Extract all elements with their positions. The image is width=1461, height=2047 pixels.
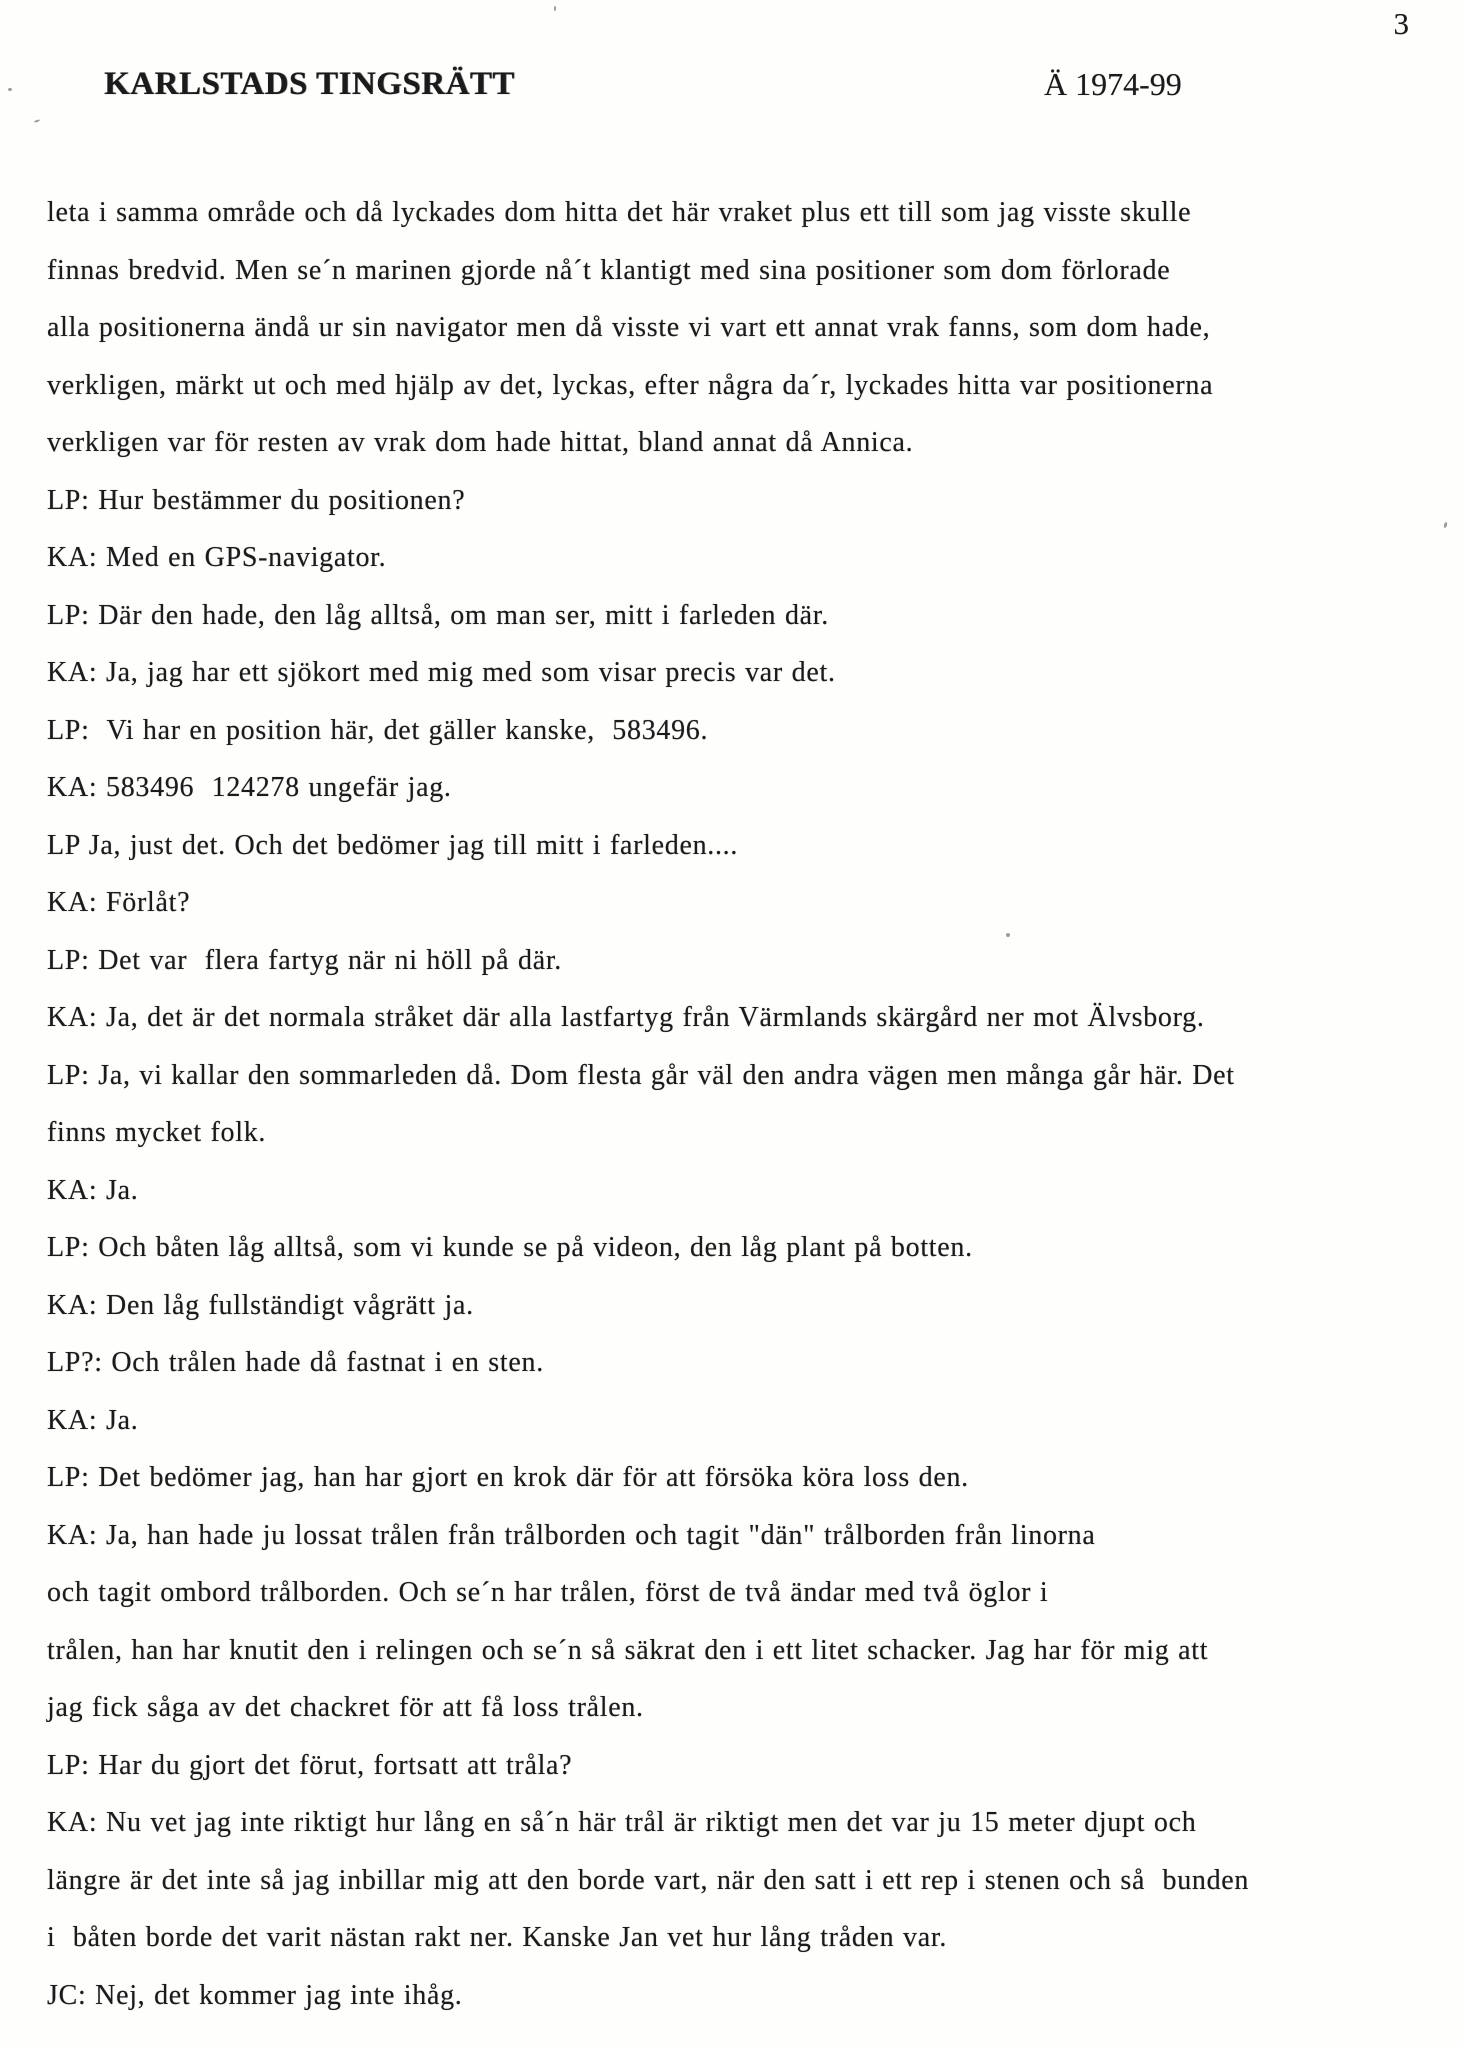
transcript-line: LP: Det var flera fartyg när ni höll på där.	[47, 944, 562, 976]
scan-artifact	[1006, 933, 1010, 937]
transcript-line: LP: Ja, vi kallar den sommarleden då. Dom flesta går väl den andra vägen men många går här. Det	[47, 1059, 1235, 1091]
transcript-line: och tagit ombord trålborden. Och se´n har trålen, först de två ändar med två öglor i	[47, 1577, 1049, 1608]
transcript-line: KA: Ja, det är det normala stråket där alla lastfartyg från Värmlands skärgård ner mot Älvsborg.	[47, 1002, 1205, 1033]
transcript-line: leta i samma område och då lyckades dom hitta det här vraket plus ett till som jag visste skulle	[47, 197, 1192, 228]
transcript-line: JC: Nej, det kommer jag inte ihåg.	[47, 1979, 463, 2011]
transcript-line: LP: Har du gjort det förut, fortsatt att tråla?	[47, 1749, 573, 1781]
transcript-line: trålen, han har knutit den i relingen och se´n så säkrat den i ett litet schacker. Jag har för mig att	[47, 1634, 1209, 1666]
transcript-line: KA: Ja, jag har ett sjökort med mig med som visar precis var det.	[47, 657, 836, 688]
court-name: KARLSTADS TINGSRÄTT	[104, 66, 515, 102]
page-number: 3	[1393, 6, 1409, 41]
transcript-line: KA: Den låg fullständigt vågrätt ja.	[47, 1289, 474, 1321]
transcript-line: längre är det inte så jag inbillar mig att den borde vart, när den satt i ett rep i stenen och så bunden	[47, 1864, 1250, 1896]
transcript-line: LP Ja, just det. Och det bedömer jag till mitt i farleden....	[47, 829, 739, 861]
scan-artifact	[8, 88, 12, 91]
transcript-line: LP: Och båten låg alltså, som vi kunde se på videon, den låg plant på botten.	[47, 1232, 973, 1263]
transcript-line: KA: Förlåt?	[47, 887, 191, 918]
transcript-body	[47, 184, 1451, 2024]
transcript-line: jag fick såga av det chackret för att få loss trålen.	[47, 1692, 644, 1723]
transcript-line: LP: Det bedömer jag, han har gjort en krok där för att försöka köra loss den.	[47, 1462, 969, 1493]
transcript-line: KA: Ja, han hade ju lossat trålen från trålborden och tagit "dän" trålborden från linorna	[47, 1519, 1096, 1551]
case-number: Ä 1974-99	[1044, 66, 1182, 102]
transcript-line: KA: Med en GPS-navigator.	[47, 542, 387, 573]
transcript-line: KA: Ja.	[47, 1174, 139, 1206]
transcript-line: verkligen var för resten av vrak dom hade hittat, bland annat då Annica.	[47, 427, 914, 458]
transcript-line: KA: Ja.	[47, 1404, 139, 1436]
transcript-line: KA: Nu vet jag inte riktigt hur lång en så´n här trål är riktigt men det var ju 15 meter djupt och	[47, 1807, 1197, 1838]
transcript-line: i båten borde det varit nästan rakt ner. Kanske Jan vet hur lång tråden var.	[47, 1922, 948, 1953]
transcript-line: finns mycket folk.	[47, 1117, 267, 1148]
transcript-line: LP: Där den hade, den låg alltså, om man ser, mitt i farleden där.	[47, 599, 829, 631]
scan-artifact	[34, 119, 40, 123]
transcript-line: LP?: Och trålen hade då fastnat i en sten.	[47, 1347, 544, 1378]
scan-artifact	[554, 6, 556, 11]
transcript-line: LP: Vi har en position här, det gäller kanske, 583496.	[47, 714, 709, 746]
transcript-line: LP: Hur bestämmer du positionen?	[47, 484, 466, 516]
transcript-line: verkligen, märkt ut och med hjälp av det, lyckas, efter några da´r, lyckades hitta var positionerna	[47, 369, 1214, 401]
transcript-line: finnas bredvid. Men se´n marinen gjorde nå´t klantigt med sina positioner som dom förlorade	[47, 254, 1171, 286]
transcript-line: KA: 583496 124278 ungefär jag.	[47, 772, 452, 803]
transcript-line: alla positionerna ändå ur sin navigator men då visste vi vart ett annat vrak fanns, som dom hade,	[47, 312, 1211, 343]
